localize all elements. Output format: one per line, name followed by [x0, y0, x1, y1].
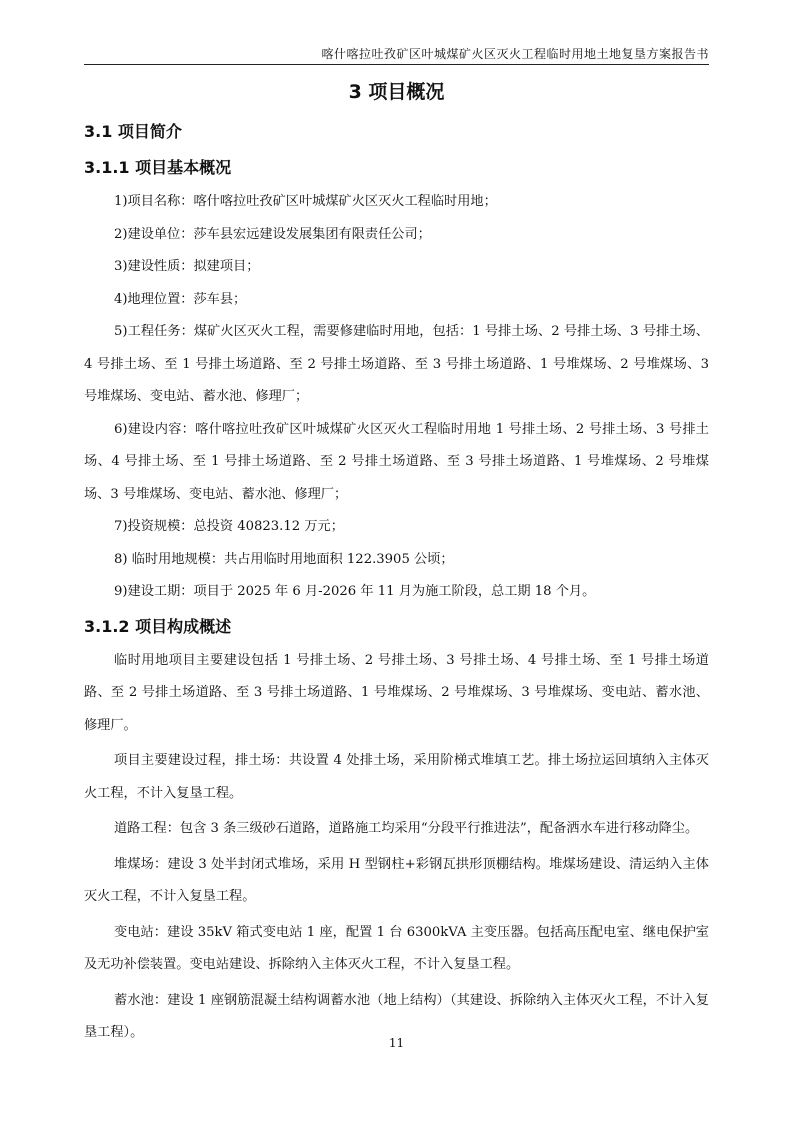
list-item-construction-nature: 3)建设性质：拟建项目； — [114, 259, 260, 274]
list-item-investment: 7)投资规模：总投资 40823.12 万元； — [114, 519, 344, 534]
running-header: 喀什喀拉吐孜矿区叶城煤矿火区灭火工程临时用地土地复垦方案报告书 — [321, 47, 709, 61]
page-content — [84, 68, 709, 1050]
paragraph-coal-yard: 堆煤场：建设 3 处半封闭式堆场，采用 H 型钢柱+彩钢瓦拱形顶棚结构。堆煤场建设、清运纳入主体灭火工程，不计入复垦工程。 — [84, 856, 709, 904]
page-number: 11 — [388, 1036, 405, 1050]
list-item-land-scale: 8) 临时用地规模：共占用临时用地面积 122.3905 公顷； — [114, 551, 454, 567]
list-item-project-name: 1)项目名称：喀什喀拉吐孜矿区叶城煤矿火区灭火工程临时用地； — [114, 194, 497, 209]
section-heading-3-1-1: 3.1.1 项目基本概况 — [84, 158, 232, 177]
list-item-construction-content: 6)建设内容：喀什喀拉吐孜矿区叶城煤矿火区灭火工程临时用地 1 号排土场、2 号排土场、3 号排土场、4 号排土场、至 1 号排土场道路、至 2 号排土场道路、至 3 号排土场道路、1 号堆煤场、2 号堆煤场、3 号堆煤场、变电站、蓄水池、修理厂； — [84, 421, 709, 502]
chapter-title: 3 项目概况 — [348, 81, 445, 103]
list-item-engineering-task: 5)工程任务：煤矿火区灭火工程，需要修建临时用地，包括：1 号排土场、2 号排土场、3 号排土场、4 号排土场、至 1 号排土场道路、至 2 号排土场道路、至 3 号排土场道路、1 号堆煤场、2 号堆煤场、3 号堆煤场、变电站、蓄水池、修理厂； — [84, 324, 709, 404]
list-item-location: 4)地理位置：莎车县； — [114, 291, 247, 307]
header-divider — [84, 64, 709, 65]
paragraph-overview: 临时用地项目主要建设包括 1 号排土场、2 号排土场、3 号排土场、4 号排土场、至 1 号排土场道路、至 2 号排土场道路、至 3 号排土场道路、1 号堆煤场、2 号堆煤场、3 号堆煤场、变电站、蓄水池、修理厂。 — [84, 652, 709, 733]
paragraph-roads: 道路工程：包含 3 条三级砂石道路，道路施工均采用“分段平行推进法”，配备洒水车进行移动降尘。 — [114, 821, 699, 836]
paragraph-reservoir: 蓄水池：建设 1 座钢筋混凝土结构调蓄水池（地上结构）（其建设、拆除纳入主体灭火工程，不计入复垦工程）。 — [84, 992, 709, 1040]
paragraph-substation: 变电站：建设 35kV 箱式变电站 1 座，配置 1 台 6300kVA 主变压器。包括高压配电室、继电保护室及无功补偿装置。变电站建设、拆除纳入主体灭火工程，不计入复垦工程。 — [84, 924, 709, 972]
section-heading-3-1: 3.1 项目简介 — [84, 122, 182, 141]
list-item-construction-unit: 2)建设单位：莎车县宏远建设发展集团有限责任公司； — [114, 226, 431, 242]
list-item-schedule: 9)建设工期：项目于 2025 年 6 月-2026 年 11 月为施工阶段，总工期 18 个月。 — [114, 584, 596, 599]
paragraph-dump-site: 项目主要建设过程，排土场：共设置 4 处排土场，采用阶梯式堆填工艺。排土场拉运回填纳入主体灭火工程，不计入复垦工程。 — [84, 753, 709, 801]
section-heading-3-1-2: 3.1.2 项目构成概述 — [84, 616, 232, 636]
